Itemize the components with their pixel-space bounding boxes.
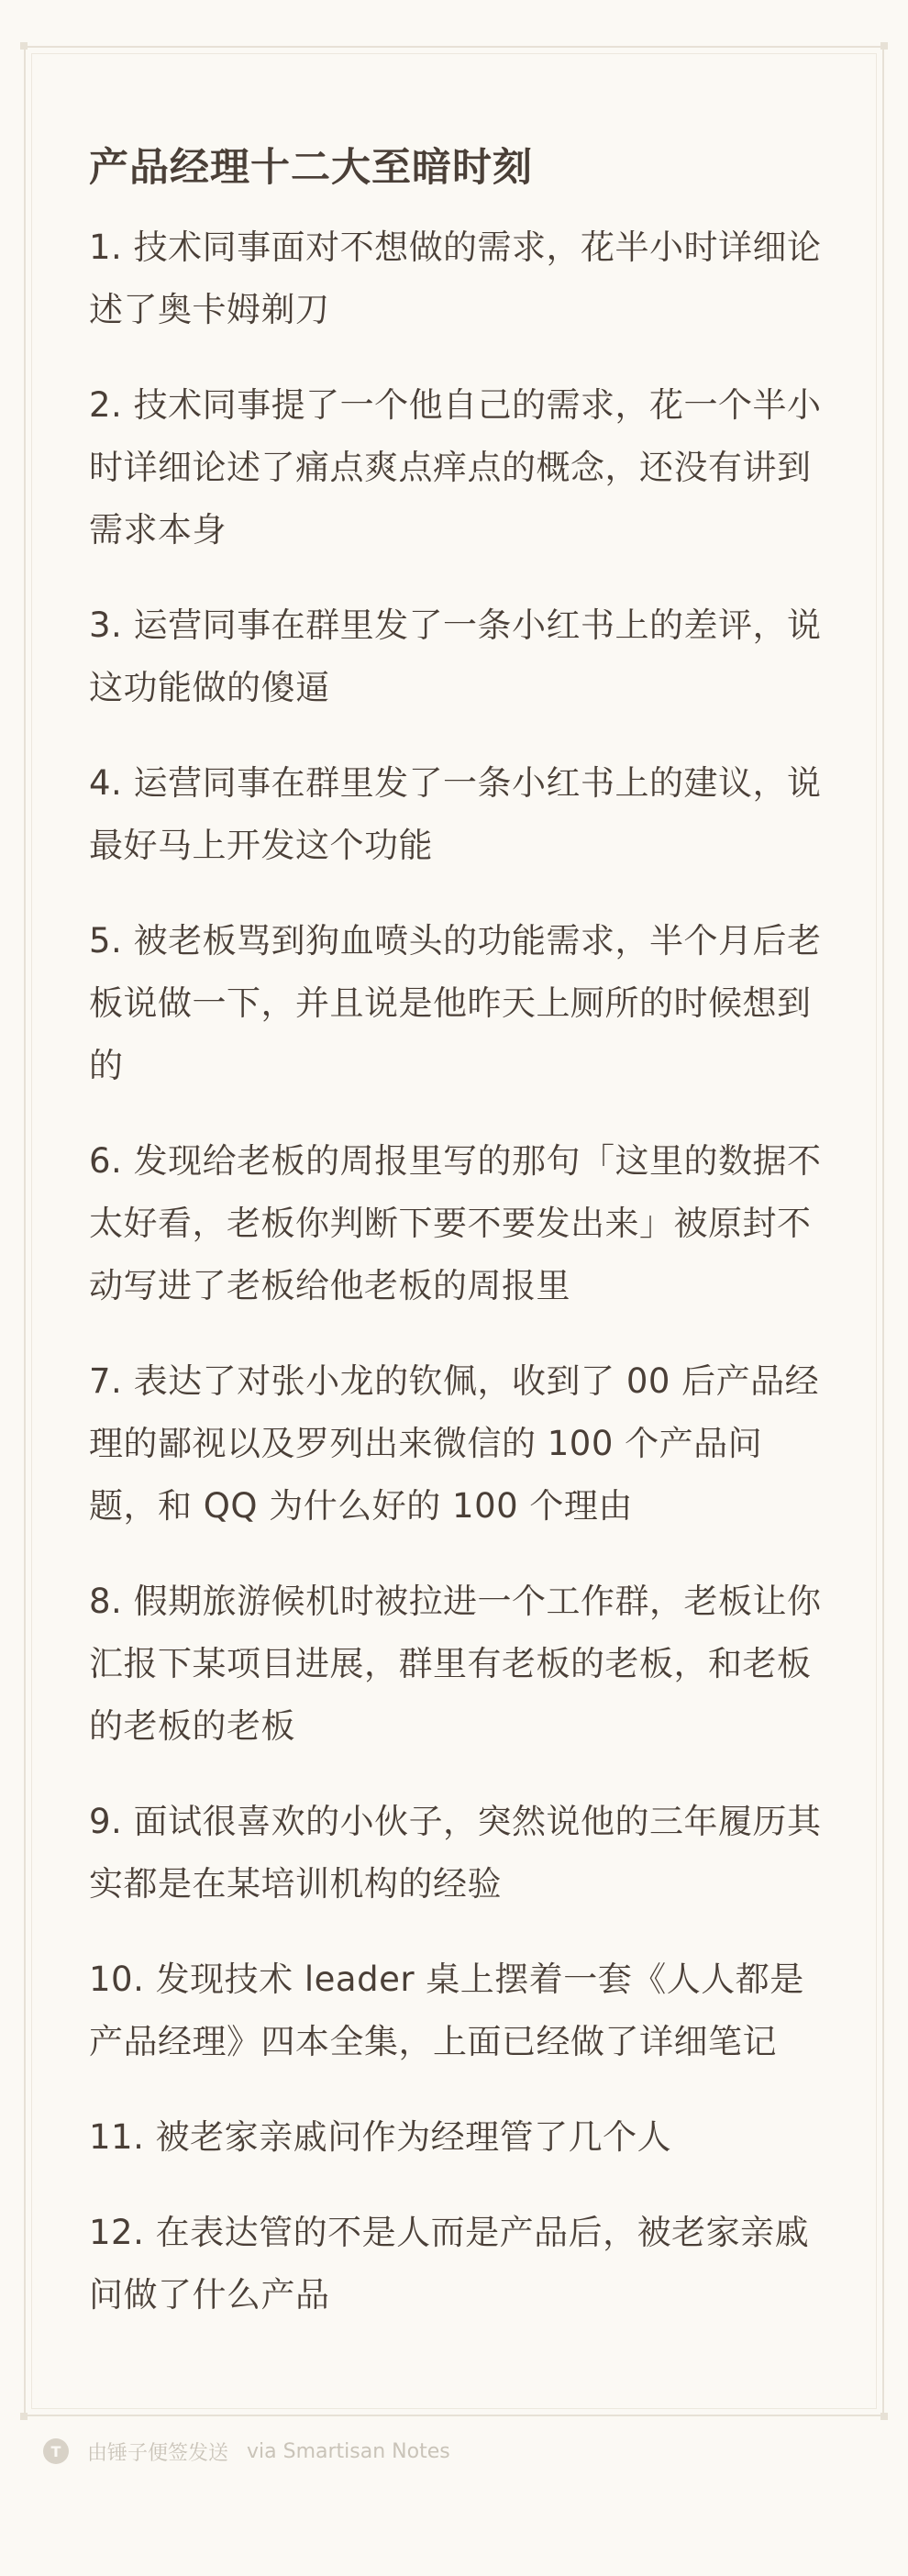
note-item-8: 8. 假期旅游候机时被拉进一个工作群，老板让你汇报下某项目进展，群里有老板的老板，和老板的老板的老板 — [89, 1582, 822, 1746]
note-item-10: 10. 发现技术 leader 桌上摆着一套《人人都是产品经理》四本全集，上面已经做了详细笔记 — [89, 1960, 804, 2061]
note-item-3: 3. 运营同事在群里发了一条小红书上的差评，说这功能做的傻逼 — [89, 605, 822, 707]
footer-signature — [43, 2433, 450, 2470]
corner-ornament-top-left — [20, 42, 28, 50]
note-item-12: 12. 在表达管的不是人而是产品后，被老家亲戚问做了什么产品 — [89, 2213, 810, 2315]
note-item-7: 7. 表达了对张小龙的钦佩，收到了 00 后产品经理的鄙视以及罗列出来微信的 100 个产品问题，和 QQ 为什么好的 100 个理由 — [89, 1361, 820, 1526]
note-item-11: 11. 被老家亲戚问作为经理管了几个人 — [89, 2117, 672, 2157]
note-title: 产品经理十二大至暗时刻 — [89, 145, 533, 191]
note-content — [89, 136, 823, 2359]
corner-ornament-bottom-left — [20, 2413, 28, 2420]
footer-source-en: via Smartisan Notes — [247, 2439, 450, 2463]
note-item-9: 9. 面试很喜欢的小伙子，突然说他的三年履历其实都是在某培训机构的经验 — [89, 1802, 822, 1904]
footer-source-cn: 由锤子便签发送 — [87, 2441, 229, 2465]
note-item-2: 2. 技术同事提了一个他自己的需求，花一个半小时详细论述了痛点爽点痒点的概念，还没有讲到需求本身 — [89, 385, 822, 550]
note-item-6: 6. 发现给老板的周报里写的那句「这里的数据不太好看，老板你判断下要不要发出来」被原封不动写进了老板给他老板的周报里 — [89, 1141, 822, 1305]
smartisan-t-icon: T — [43, 2438, 69, 2464]
note-item-5: 5. 被老板骂到狗血喷头的功能需求，半个月后老板说做一下，并且说是他昨天上厕所的时候想到的 — [89, 921, 822, 1085]
corner-ornament-top-right — [880, 42, 888, 50]
note-item-1: 1. 技术同事面对不想做的需求，花半小时详细论述了奥卡姆剃刀 — [89, 228, 822, 329]
note-item-4: 4. 运营同事在群里发了一条小红书上的建议，说最好马上开发这个功能 — [89, 763, 822, 865]
corner-ornament-bottom-right — [880, 2413, 888, 2420]
